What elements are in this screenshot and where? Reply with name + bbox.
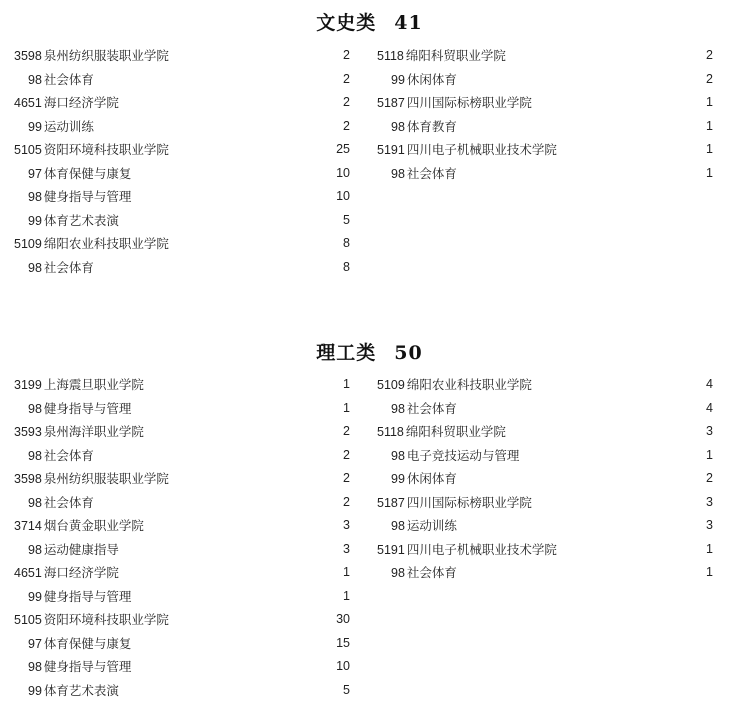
major-row bbox=[14, 655, 350, 679]
quota-count: 3 bbox=[343, 518, 350, 532]
major-name: 休闲体育 bbox=[406, 471, 457, 486]
quota-count: 10 bbox=[336, 189, 350, 203]
major-code: 97 bbox=[28, 636, 42, 651]
school-code: 5118 bbox=[377, 49, 404, 63]
major-row bbox=[377, 162, 713, 186]
school-row bbox=[377, 491, 713, 515]
school-name: 绵阳科贸职业学院 bbox=[405, 424, 506, 439]
section-title-ligong bbox=[0, 338, 739, 365]
quota-count: 10 bbox=[336, 659, 350, 673]
quota-count: 8 bbox=[343, 236, 350, 250]
major-name: 社会体育 bbox=[43, 447, 94, 463]
quota-count: 3 bbox=[706, 424, 713, 438]
school-row bbox=[14, 232, 350, 256]
quota-count: 1 bbox=[343, 377, 350, 391]
school-row bbox=[14, 138, 350, 162]
quota-count: 30 bbox=[336, 612, 350, 626]
school-row bbox=[377, 373, 713, 397]
major-code: 98 bbox=[28, 190, 42, 204]
major-code: 98 bbox=[28, 495, 42, 510]
major-row bbox=[14, 68, 350, 92]
school-code: 5187 bbox=[377, 96, 405, 110]
quota-count: 2 bbox=[706, 71, 713, 86]
major-name: 电子竞技运动与管理 bbox=[406, 447, 520, 463]
section-wenshi-right-column bbox=[377, 44, 713, 185]
major-code: 98 bbox=[28, 260, 42, 275]
quota-count: 10 bbox=[336, 165, 350, 180]
major-name: 运动训练 bbox=[43, 118, 94, 134]
school-code: 5191 bbox=[377, 542, 405, 557]
school-row bbox=[377, 538, 713, 562]
quota-count: 5 bbox=[343, 682, 350, 697]
section-ligong-left-column bbox=[14, 373, 350, 702]
major-name: 体育保健与康复 bbox=[43, 635, 132, 651]
quota-count: 1 bbox=[706, 118, 713, 133]
school-name: 四川国际标榜职业学院 bbox=[406, 494, 532, 510]
major-name: 社会体育 bbox=[406, 565, 457, 580]
major-row bbox=[14, 397, 350, 421]
quota-count: 15 bbox=[336, 635, 350, 650]
major-code: 99 bbox=[28, 589, 42, 604]
quota-count: 25 bbox=[336, 142, 350, 156]
quota-count: 3 bbox=[706, 518, 713, 532]
school-name: 资阳环境科技职业学院 bbox=[43, 142, 169, 157]
quota-count: 2 bbox=[343, 118, 350, 133]
major-code: 98 bbox=[28, 448, 42, 463]
major-code: 98 bbox=[391, 566, 405, 580]
school-code: 5109 bbox=[14, 237, 42, 251]
major-row bbox=[377, 115, 713, 139]
major-code: 98 bbox=[391, 119, 405, 134]
quota-count: 1 bbox=[706, 142, 713, 156]
school-code: 4651 bbox=[14, 96, 42, 110]
major-row bbox=[14, 209, 350, 233]
school-row bbox=[377, 420, 713, 444]
quota-count: 2 bbox=[343, 71, 350, 86]
quota-count: 1 bbox=[706, 95, 713, 109]
major-code: 98 bbox=[391, 166, 405, 181]
major-name: 运动训练 bbox=[406, 518, 457, 533]
quota-count: 4 bbox=[706, 400, 713, 415]
major-name: 健身指导与管理 bbox=[43, 588, 132, 604]
school-row bbox=[14, 561, 350, 585]
major-name: 体育教育 bbox=[406, 118, 457, 134]
quota-count: 3 bbox=[343, 541, 350, 556]
school-row bbox=[14, 514, 350, 538]
major-code: 98 bbox=[391, 448, 405, 463]
school-code: 5109 bbox=[377, 378, 405, 392]
quota-count: 1 bbox=[343, 565, 350, 579]
major-name: 社会体育 bbox=[43, 494, 94, 510]
school-code: 5191 bbox=[377, 143, 405, 157]
school-name: 四川国际标榜职业学院 bbox=[406, 95, 532, 110]
quota-count: 2 bbox=[343, 95, 350, 109]
major-code: 98 bbox=[391, 519, 405, 533]
school-row bbox=[377, 91, 713, 115]
major-name: 社会体育 bbox=[43, 71, 94, 87]
quota-count: 1 bbox=[343, 400, 350, 415]
school-row bbox=[377, 138, 713, 162]
school-code: 3598 bbox=[14, 472, 42, 486]
school-code: 4651 bbox=[14, 566, 42, 580]
school-name: 四川电子机械职业技术学院 bbox=[406, 541, 557, 557]
section-label: 文史类 bbox=[316, 12, 377, 34]
major-name: 健身指导与管理 bbox=[43, 400, 132, 416]
quota-count: 1 bbox=[706, 447, 713, 462]
section-ligong-right-column bbox=[377, 373, 713, 585]
quota-count: 1 bbox=[706, 165, 713, 180]
school-code: 3598 bbox=[14, 49, 42, 63]
school-name: 绵阳农业科技职业学院 bbox=[406, 377, 532, 392]
school-name: 海口经济学院 bbox=[43, 95, 119, 110]
major-row bbox=[377, 514, 713, 538]
major-code: 99 bbox=[391, 72, 405, 87]
major-code: 97 bbox=[28, 166, 42, 181]
school-row bbox=[14, 420, 350, 444]
school-row bbox=[14, 373, 350, 397]
quota-count: 1 bbox=[706, 541, 713, 556]
quota-count: 2 bbox=[343, 471, 350, 485]
major-code: 98 bbox=[28, 72, 42, 87]
quota-count: 4 bbox=[706, 377, 713, 391]
school-name: 四川电子机械职业技术学院 bbox=[406, 142, 557, 157]
major-row bbox=[377, 467, 713, 491]
section-count: 50 bbox=[394, 342, 423, 364]
school-row bbox=[14, 44, 350, 68]
school-name: 上海震旦职业学院 bbox=[43, 377, 144, 392]
school-row bbox=[14, 608, 350, 632]
section-wenshi-left-column bbox=[14, 44, 350, 279]
major-code: 99 bbox=[28, 683, 42, 698]
quota-count: 2 bbox=[706, 48, 713, 62]
major-code: 98 bbox=[28, 401, 42, 416]
major-name: 社会体育 bbox=[406, 165, 457, 181]
school-name: 泉州海洋职业学院 bbox=[43, 424, 144, 439]
quota-count: 2 bbox=[343, 48, 350, 62]
major-row bbox=[14, 585, 350, 609]
school-code: 3714 bbox=[14, 519, 42, 533]
school-name: 泉州纺织服装职业学院 bbox=[43, 471, 169, 486]
major-code: 99 bbox=[28, 213, 42, 228]
school-name: 泉州纺织服装职业学院 bbox=[43, 48, 169, 63]
major-row bbox=[14, 256, 350, 280]
major-row bbox=[14, 185, 350, 209]
quota-count: 5 bbox=[343, 212, 350, 227]
school-code: 5105 bbox=[14, 143, 42, 157]
major-row bbox=[14, 632, 350, 656]
major-code: 99 bbox=[391, 472, 405, 486]
school-name: 资阳环境科技职业学院 bbox=[43, 612, 169, 627]
quota-count: 2 bbox=[706, 471, 713, 485]
school-name: 海口经济学院 bbox=[43, 565, 119, 580]
section-count: 41 bbox=[394, 12, 423, 34]
major-code: 99 bbox=[28, 119, 42, 134]
school-code: 5105 bbox=[14, 613, 42, 627]
major-code: 98 bbox=[28, 660, 42, 674]
quota-count: 3 bbox=[706, 494, 713, 509]
school-code: 5187 bbox=[377, 495, 405, 510]
quota-count: 1 bbox=[706, 565, 713, 579]
quota-count: 1 bbox=[343, 588, 350, 603]
major-name: 健身指导与管理 bbox=[43, 189, 132, 204]
school-name: 绵阳科贸职业学院 bbox=[405, 48, 506, 63]
quota-count: 2 bbox=[343, 447, 350, 462]
major-name: 体育保健与康复 bbox=[43, 165, 132, 181]
major-name: 体育艺术表演 bbox=[43, 682, 119, 698]
major-row bbox=[377, 561, 713, 585]
major-name: 体育艺术表演 bbox=[43, 212, 119, 228]
major-row bbox=[377, 397, 713, 421]
school-name: 绵阳农业科技职业学院 bbox=[43, 236, 169, 251]
major-code: 98 bbox=[391, 401, 405, 416]
major-row bbox=[14, 162, 350, 186]
major-row bbox=[14, 538, 350, 562]
major-name: 社会体育 bbox=[406, 400, 457, 416]
quota-count: 8 bbox=[343, 259, 350, 274]
major-row bbox=[377, 68, 713, 92]
major-row bbox=[14, 444, 350, 468]
major-row bbox=[14, 491, 350, 515]
school-name: 烟台黄金职业学院 bbox=[43, 518, 144, 533]
major-row bbox=[14, 115, 350, 139]
quota-count: 2 bbox=[343, 494, 350, 509]
school-row bbox=[14, 467, 350, 491]
quota-count: 2 bbox=[343, 424, 350, 438]
school-code: 5118 bbox=[377, 425, 404, 439]
section-label: 理工类 bbox=[316, 342, 377, 364]
school-code: 3593 bbox=[14, 425, 42, 439]
major-name: 健身指导与管理 bbox=[43, 659, 132, 674]
school-code: 3199 bbox=[14, 378, 42, 392]
major-name: 运动健康指导 bbox=[43, 541, 119, 557]
major-name: 休闲体育 bbox=[406, 71, 457, 87]
major-row bbox=[377, 444, 713, 468]
school-row bbox=[14, 91, 350, 115]
major-row bbox=[14, 679, 350, 703]
section-title-wenshi bbox=[0, 8, 739, 35]
major-name: 社会体育 bbox=[43, 259, 94, 275]
school-row bbox=[377, 44, 713, 68]
major-code: 98 bbox=[28, 542, 42, 557]
